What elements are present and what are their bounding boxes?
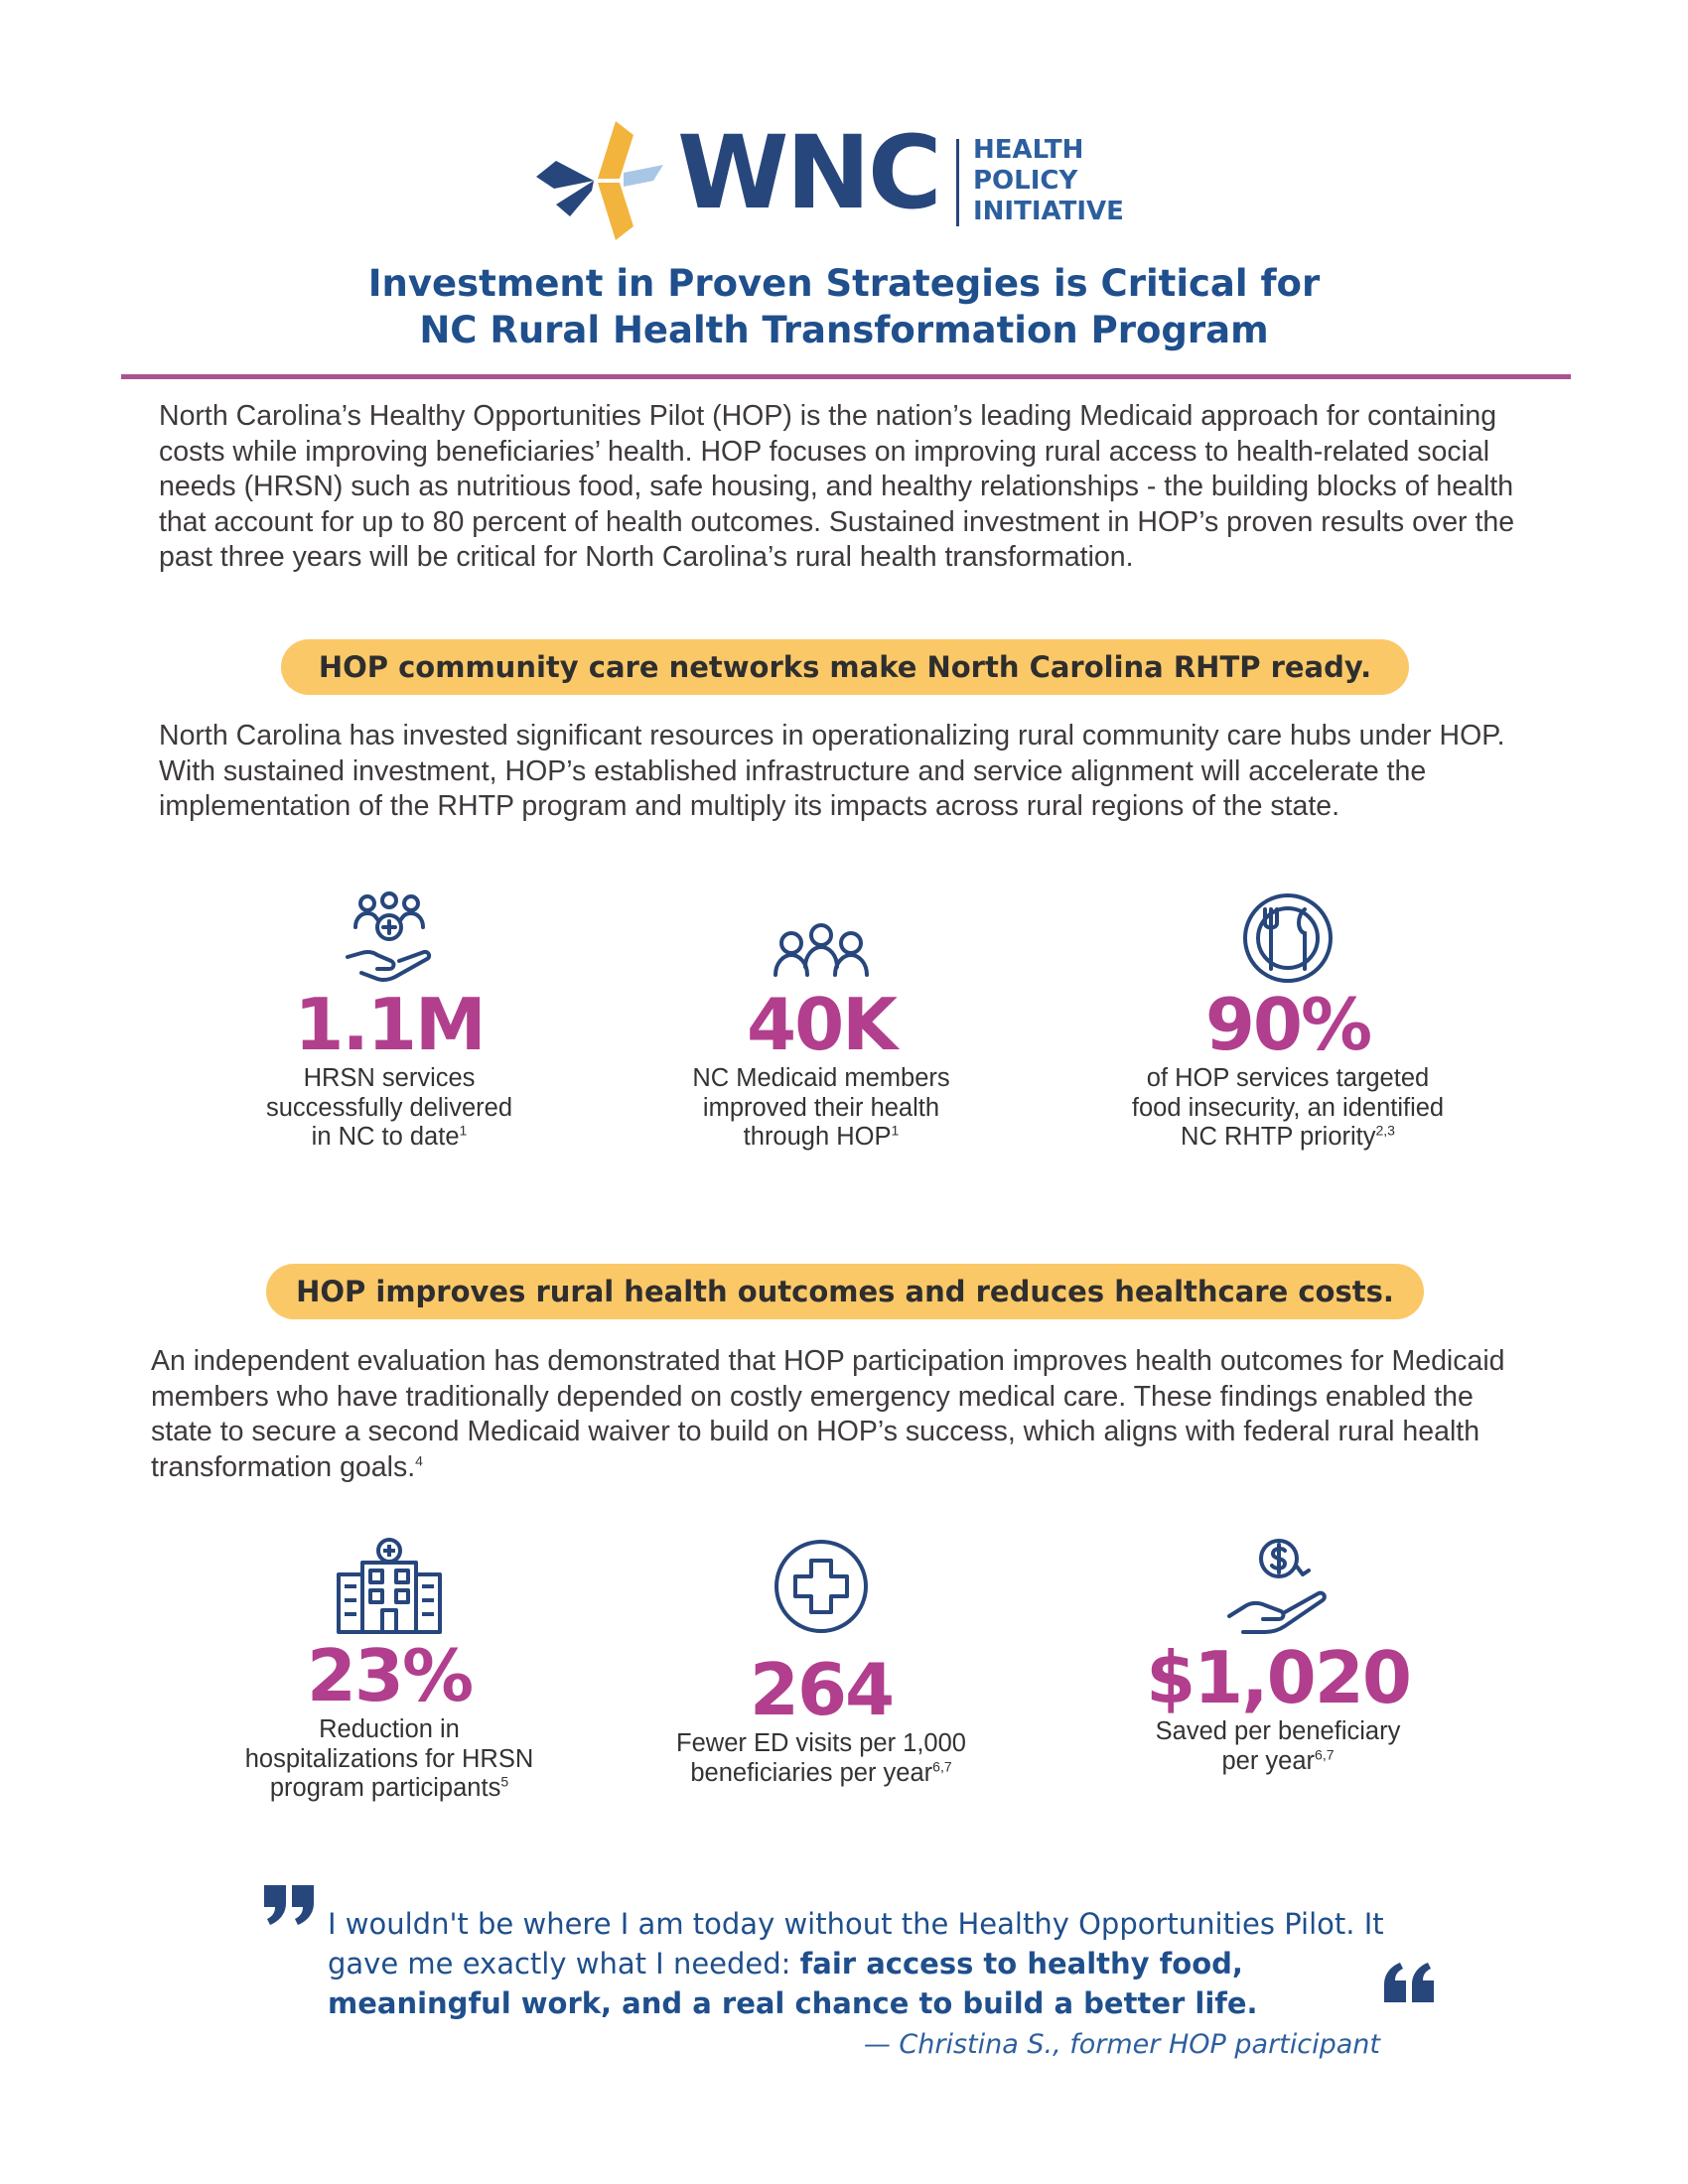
- footnote-ref: 4: [415, 1452, 423, 1468]
- logo-wordmark: WNC: [677, 114, 939, 232]
- stat-value: 23%: [306, 1634, 473, 1717]
- stat-description: [1079, 1064, 1496, 1153]
- footnote-ref: 6,7: [932, 1758, 952, 1774]
- stat-line: NC Medicaid members: [692, 1064, 950, 1092]
- logo-tagline: [973, 135, 1124, 227]
- title-line-2: NC Rural Health Transformation Program: [419, 309, 1269, 351]
- quote-text: I wouldn't be where I am today without the Healthy Opportunities Pilot. It gave me exactly what I needed:: [328, 1907, 1384, 1980]
- page-title: [149, 260, 1539, 353]
- stat-description: [613, 1729, 1030, 1788]
- stat-description: [1069, 1717, 1486, 1776]
- section1-heading: HOP community care networks make North Carolina RHTP ready.: [281, 639, 1409, 695]
- stat-hrsn-services: [181, 891, 598, 1153]
- stat-ed-visits: [613, 1537, 1030, 1788]
- hospital-icon: [335, 1537, 444, 1636]
- stat-line: successfully delivered: [265, 1093, 513, 1122]
- section1-paragraph: North Carolina has invested significant resources in operationalizing rural community care hubs under HOP. With sustained investment, HOP’s established infrastructure and service alignment will accelerate the implementation of the RHTP program and multiply its impacts across rural regions of the state.: [159, 720, 1505, 822]
- section2-heading: HOP improves rural health outcomes and reduces healthcare costs.: [266, 1264, 1424, 1319]
- stat-line: Fewer ED visits per 1,000: [676, 1729, 966, 1757]
- wnc-logo: [536, 114, 1172, 240]
- footnote-ref: 1: [891, 1122, 900, 1139]
- stat-value: 40K: [747, 983, 896, 1066]
- stat-line: per year: [1221, 1746, 1316, 1775]
- footnote-ref: 1: [459, 1122, 468, 1139]
- title-line-1: Investment in Proven Strategies is Critical for: [367, 262, 1321, 305]
- stat-description: [181, 1064, 598, 1153]
- footnote-ref: 2,3: [1375, 1122, 1395, 1139]
- section2-body-text: An independent evaluation has demonstrated that HOP participation improves health outcomes for Medicaid members who have traditionally depended on costly emergency medical care. These findings enabled the state to secure a second Medicaid waiver to build on HOP’s success, which aligns with federal rural health transformation goals.: [151, 1345, 1505, 1483]
- hand-care-icon: [344, 891, 435, 985]
- stat-description: [181, 1715, 598, 1804]
- testimonial-quote: [328, 1904, 1420, 2023]
- quote-emphasis: fair access to healthy food, meaningful work, and a real chance to build a better life.: [328, 1947, 1258, 2020]
- plate-utensils-icon: [1241, 891, 1335, 985]
- pinwheel-logo-icon: [536, 121, 665, 240]
- medical-cross-icon: [772, 1537, 871, 1636]
- footnote-ref: 6,7: [1315, 1746, 1335, 1762]
- title-divider: [121, 374, 1571, 379]
- stat-value: 1.1M: [294, 983, 485, 1066]
- stat-line: in NC to date: [311, 1123, 460, 1151]
- stat-line: beneficiaries per year: [690, 1758, 933, 1787]
- people-group-icon: [770, 891, 873, 985]
- stat-line: program participants: [269, 1774, 501, 1802]
- stat-food-insecurity: [1079, 891, 1496, 1153]
- stat-line: Reduction in: [319, 1715, 460, 1743]
- quote-attribution: — Christina S., former HOP participant: [863, 2029, 1380, 2060]
- stat-line: food insecurity, an identified: [1131, 1093, 1445, 1122]
- stat-medicaid-members: [613, 891, 1030, 1153]
- stat-hospitalizations: [181, 1537, 598, 1804]
- stat-value: 90%: [1204, 983, 1371, 1066]
- hand-dollar-icon: [1223, 1537, 1333, 1638]
- stat-line: NC RHTP priority: [1181, 1123, 1376, 1151]
- logo-tagline-line: HEALTH: [973, 135, 1084, 165]
- section2-paragraph: [151, 1344, 1541, 1485]
- footnote-ref: 5: [500, 1773, 509, 1790]
- stat-value: $1,020: [1146, 1636, 1410, 1719]
- stat-savings: [1069, 1537, 1486, 1776]
- stat-line: through HOP: [743, 1123, 892, 1151]
- close-quote-icon: [1378, 1961, 1438, 2006]
- stat-value: 264: [749, 1648, 894, 1731]
- stat-line: HRSN services: [303, 1064, 476, 1092]
- stat-description: [613, 1064, 1030, 1153]
- logo-tagline-line: POLICY: [973, 166, 1078, 196]
- logo-tagline-line: INITIATIVE: [973, 197, 1124, 226]
- stat-line: of HOP services targeted: [1146, 1064, 1430, 1092]
- stat-line: hospitalizations for HRSN: [244, 1744, 534, 1773]
- open-quote-icon: [260, 1881, 320, 1927]
- stat-line: improved their health: [702, 1093, 940, 1122]
- logo-divider: [956, 139, 959, 226]
- stat-line: Saved per beneficiary: [1155, 1717, 1401, 1745]
- intro-paragraph: North Carolina’s Healthy Opportunities Pilot (HOP) is the nation’s leading Medicaid approach for containing costs while improving beneficiaries’ health. HOP focuses on improving rural access to health-related social needs (HRSN) such as nutritious food, safe housing, and healthy relationships - the building blocks of health that account for up to 80 percent of health outcomes. Sustained investment in HOP’s proven results over the past three years will be critical for North Carolina’s rural health transformation.: [159, 400, 1515, 573]
